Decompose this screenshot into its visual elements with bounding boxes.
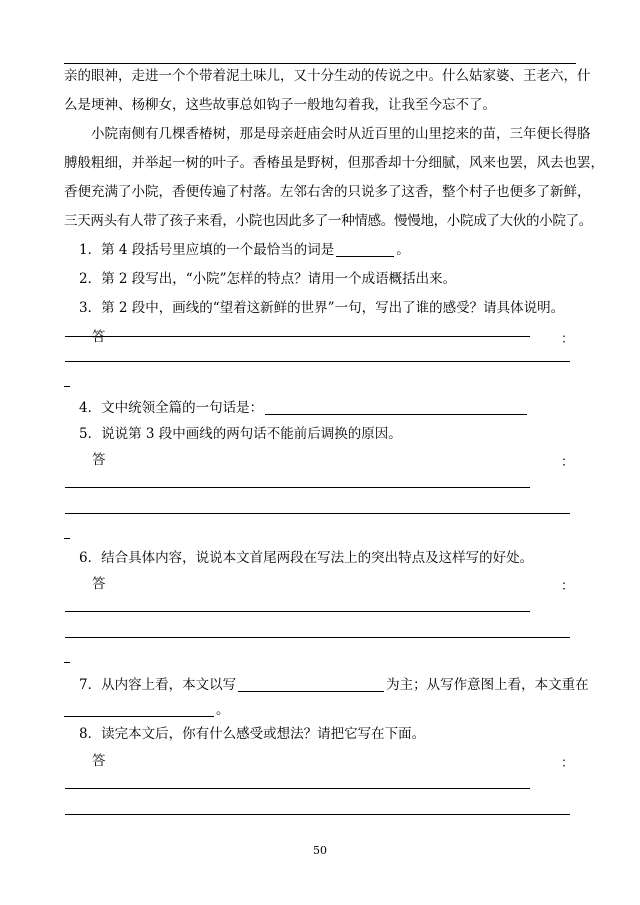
passage-line-5: 香便充满了小院，香便传遍了村落。左邻右舍的只说多了这香，整个村子也便多了新鲜， xyxy=(64,184,591,200)
answer-label-4: 答 xyxy=(92,753,106,769)
question-7-continued xyxy=(64,701,230,719)
answer-line-1a[interactable] xyxy=(65,336,530,337)
question-7-text-c: 。 xyxy=(216,702,230,718)
page-number: 50 xyxy=(313,844,327,857)
question-4 xyxy=(79,399,529,417)
answer-label-1: 答 xyxy=(92,329,106,345)
passage-line-1: 亲的眼神，走进一个个带着泥土味儿，又十分生动的传说之中。什么姑家婆、王老六，什 xyxy=(64,68,591,84)
top-rule xyxy=(64,63,576,64)
question-8: 8．读完本文后，你有什么感受或想法？请把它写在下面。 xyxy=(79,726,426,742)
question-2: 2．第 2 段写出，“小院”怎样的特点？请用一个成语概括出来。 xyxy=(79,271,457,287)
passage-line-4: 膊般粗细，并举起一树的叶子。香椿虽是野树，但那香却十分细腻，风来也罢，风去也罢， xyxy=(64,155,604,171)
question-7-blank-2[interactable] xyxy=(64,703,214,717)
answer-colon-1: ： xyxy=(561,332,575,347)
answer-label-2: 答 xyxy=(92,452,106,468)
question-5: 5．说说第 3 段中画线的两句话不能前后调换的原因。 xyxy=(79,426,402,442)
question-1 xyxy=(79,241,410,259)
question-7 xyxy=(79,676,589,694)
answer-colon-3: ： xyxy=(561,579,575,594)
question-3: 3．第 2 段中，画线的“望着这新鲜的世界”一句，写出了谁的感受？请具体说明。 xyxy=(79,300,565,316)
answer-line-3a[interactable] xyxy=(65,611,530,612)
answer-line-1b[interactable] xyxy=(65,361,570,362)
question-7-text-a: 7．从内容上看，本文以写 xyxy=(79,677,237,693)
answer-line-4b[interactable] xyxy=(65,814,570,815)
answer-dash-1 xyxy=(64,386,70,387)
passage-line-6: 三天两头有人带了孩子来看，小院也因此多了一种情感。慢慢地，小院成了大伙的小院了。 xyxy=(64,213,592,229)
question-1-blank[interactable] xyxy=(336,243,394,257)
answer-line-4a[interactable] xyxy=(65,788,530,789)
answer-line-2b[interactable] xyxy=(65,513,570,514)
answer-dash-3 xyxy=(64,662,70,663)
question-4-text: 4．文中统领全篇的一句话是： xyxy=(79,400,264,416)
answer-colon-4: ： xyxy=(561,756,575,771)
question-1-text: 1．第 4 段括号里应填的一个最恰当的词是 xyxy=(79,242,335,258)
question-7-blank-1[interactable] xyxy=(238,678,384,692)
answer-line-3b[interactable] xyxy=(65,637,570,638)
answer-line-2a[interactable] xyxy=(65,487,530,488)
question-7-text-b: 为主；从写作意图上看，本文重在 xyxy=(386,677,589,693)
answer-label-3: 答 xyxy=(92,576,106,592)
answer-dash-2 xyxy=(64,538,70,539)
answer-colon-2: ： xyxy=(561,455,575,470)
passage-line-3: 小院南侧有几棵香椿树，那是母亲赶庙会时从近百里的山里挖来的苗，三年便长得胳 xyxy=(91,126,591,142)
question-1-end: 。 xyxy=(396,242,410,258)
passage-line-2: 么是埂神、杨柳女，这些故事总如钩子一般地勾着我，让我至今忘不了。 xyxy=(64,97,496,113)
question-6: 6．结合具体内容，说说本文首尾两段在写法上的突出特点及这样写的好处。 xyxy=(79,550,534,566)
question-4-blank[interactable] xyxy=(265,401,527,415)
